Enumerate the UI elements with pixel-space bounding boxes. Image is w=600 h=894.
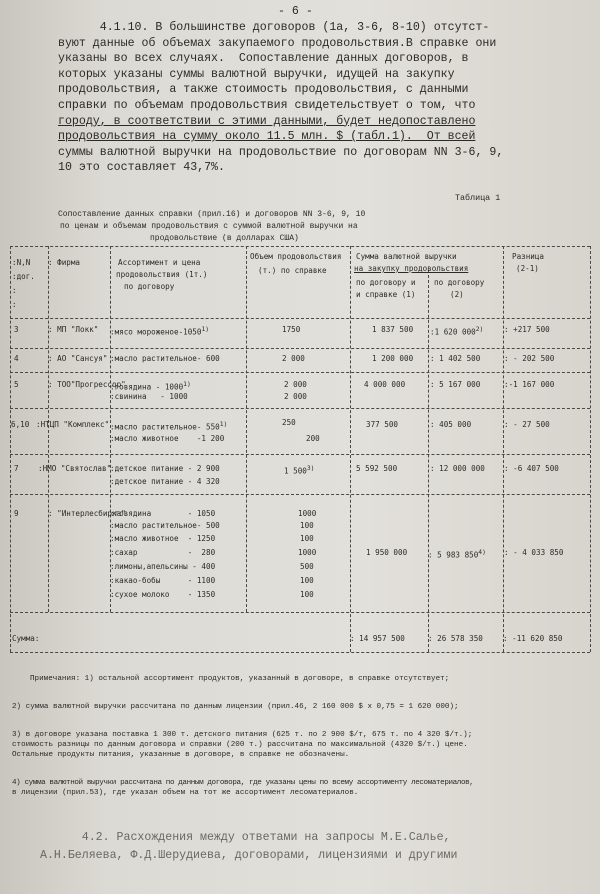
paragraph-line: суммы валютной выручки на продовольствие по договорам NN 3-6, 9, bbox=[58, 145, 504, 159]
header-assortment: по договору bbox=[124, 282, 175, 291]
row-item: :масло животное -1 200 bbox=[110, 434, 225, 443]
row-volume: 100 bbox=[300, 576, 314, 585]
table-title-line: Сопоставление данных справки (прил.16) и договоров NN 3-6, 9, 10 bbox=[58, 210, 366, 219]
row-volume: 250 bbox=[282, 418, 296, 427]
row-diff: : -6 407 500 bbox=[504, 464, 559, 473]
paragraph-line-underlined: продовольствия на сумму около 11.5 млн. $ (табл.1). От всей bbox=[58, 130, 476, 144]
row-item: :масло растительное- 600 bbox=[110, 354, 220, 363]
table-bottom-border bbox=[10, 652, 590, 653]
note-4-line: в лицензии (прил.53), где указан объем на тот же ассортимент лесоматериалов. bbox=[12, 789, 359, 797]
row-item: :говядина - 1000$^{1)}$ bbox=[110, 381, 191, 392]
note-3: 3) в договоре указана поставка 1 300 т. детского питания (625 т. по 2 900 $/т, 675 т. по 4 320 $/т.); bbox=[12, 731, 473, 739]
page-number: - 6 - bbox=[278, 5, 313, 18]
total-revenue-1: : 14 957 500 bbox=[350, 634, 405, 643]
row-firm: : АО "Сансуя" bbox=[48, 354, 108, 363]
row-diff: : - 27 500 bbox=[504, 420, 550, 429]
row-contract-number: 5 bbox=[14, 380, 19, 389]
header-num-line: : bbox=[12, 286, 17, 295]
paragraph-line: справки по объемам продовольствия свидетельствует о том, что bbox=[58, 98, 476, 112]
header-assortment: продовольствия (1т.) bbox=[116, 270, 208, 279]
row-volume: 2 000 bbox=[282, 354, 305, 363]
row-volume: 100 bbox=[300, 590, 314, 599]
table-label: Таблица 1 bbox=[455, 193, 501, 203]
row-item: :сахар - 280 bbox=[110, 548, 216, 557]
row-contract-number: 9 bbox=[14, 509, 19, 518]
col-divider bbox=[503, 246, 504, 652]
row-volume: 1750 bbox=[282, 325, 301, 334]
paragraph-line: вуют данные об объемах закупаемого продовольствия.В справке они bbox=[58, 36, 497, 50]
col-divider bbox=[246, 246, 247, 612]
row-firm: : МП "Локк" bbox=[48, 325, 99, 334]
row-revenue-2: :1 620 000$^{2)}$ bbox=[430, 326, 484, 337]
row-volume: 2 000 bbox=[284, 380, 307, 389]
header-revenue: на закупку продовольствия bbox=[354, 264, 469, 273]
header-firm: : Фирма bbox=[48, 258, 81, 267]
header-revenue-sub: по договору bbox=[434, 278, 485, 287]
note-1: Примечания: 1) остальной ассортимент продуктов, указанный в договоре, в справке отсутствует; bbox=[30, 675, 450, 683]
header-num-line: : bbox=[12, 300, 17, 309]
row-contract-number: 4 bbox=[14, 354, 19, 363]
row-volume: 100 bbox=[300, 521, 314, 530]
row-volume: 1000 bbox=[298, 509, 317, 518]
row-firm: : "Интерлесбирка" bbox=[48, 509, 126, 518]
row-item: :масло растительное- 550$^{1)}$ bbox=[110, 421, 228, 432]
row-diff: : - 202 500 bbox=[504, 354, 555, 363]
row-diff: : - 4 033 850 bbox=[504, 548, 564, 557]
note-3-line: Остальные продукты питания, указанные в договоре, в справке не обозначены. bbox=[12, 751, 350, 759]
paragraph-line: продовольствия, а также стоимость продовольствия, с данными bbox=[58, 83, 469, 97]
row-revenue-2: : 405 000 bbox=[430, 420, 472, 429]
header-revenue-sub: (2) bbox=[450, 290, 464, 299]
header-volume: Объем продовольствия bbox=[250, 252, 342, 261]
row-revenue-1: 377 500 bbox=[366, 420, 399, 429]
row-item: :мясо мороженое-1050$^{1)}$ bbox=[110, 326, 210, 337]
header-revenue: Сумма валютной выручки bbox=[356, 252, 457, 261]
note-4: 4) сумма валютной выручки рассчитана по данным договора, где указаны цены по всему ассортименту лесоматериалов, bbox=[12, 779, 474, 787]
row-volume: 1 500$^{3)}$ bbox=[284, 465, 315, 476]
row-firm: :НТЦП "Комплекс" bbox=[36, 420, 110, 429]
total-revenue-2: : 26 578 350 bbox=[428, 634, 483, 643]
row-revenue-2: : 5 983 850$^{4)}$ bbox=[428, 549, 486, 560]
row-volume: 500 bbox=[300, 562, 314, 571]
row-revenue-1: 5 592 500 bbox=[356, 464, 398, 473]
paragraph-4-1-10 bbox=[58, 20, 598, 176]
row-item: :масло животное - 1250 bbox=[110, 534, 216, 543]
paragraph-line-underlined: городу, в соответствии с этими данными, будет недопоставлено bbox=[58, 114, 476, 128]
header-diff: (2-1) bbox=[516, 264, 539, 273]
note-3-line: стоимость разницы по данным договора и справки (200 т.) рассчитана по максимальной (4320 $/т.) цене. bbox=[12, 741, 468, 749]
row-item: :сухое молоко - 1350 bbox=[110, 590, 216, 599]
row-revenue-1: 4 000 000 bbox=[364, 380, 406, 389]
header-revenue-sub: и справке (1) bbox=[356, 290, 416, 299]
note-2: 2) сумма валютной выручки рассчитана по данным лицензии (прил.46, 2 160 000 $ х 0,75 = 1 620 000); bbox=[12, 703, 459, 711]
row-item: :детское питание - 4 320 bbox=[110, 477, 220, 486]
paragraph-line: указаны во всех случаях. Сопоставление данных договоров, в bbox=[58, 52, 469, 66]
header-assortment: Ассортимент и цена bbox=[118, 258, 201, 267]
header-diff: Разница bbox=[512, 252, 545, 261]
row-item: :говядина - 1050 bbox=[110, 509, 216, 518]
header-volume: (т.) по справке bbox=[258, 266, 327, 275]
row-item: :детское питание - 2 900 bbox=[110, 464, 220, 473]
row-item: :свинина - 1000 bbox=[110, 392, 188, 401]
header-revenue-sub: по договору и bbox=[356, 278, 416, 287]
col-divider bbox=[10, 246, 11, 652]
row-contract-number: 3 bbox=[14, 325, 19, 334]
row-volume: 200 bbox=[306, 434, 320, 443]
row-volume: 2 000 bbox=[284, 392, 307, 401]
total-diff: : -11 620 850 bbox=[503, 634, 563, 643]
row-contract-number: 7 bbox=[14, 464, 19, 473]
row-revenue-2: : 1 402 500 bbox=[430, 354, 481, 363]
header-num: :N,N bbox=[12, 258, 31, 267]
row-revenue-1: 1 950 000 bbox=[366, 548, 408, 557]
row-diff: :-1 167 000 bbox=[504, 380, 555, 389]
total-label: Сумма: bbox=[12, 634, 40, 643]
row-revenue-1: 1 200 000 bbox=[372, 354, 414, 363]
row-contract-number: 6,10 bbox=[11, 420, 30, 429]
row-item: :какао-бобы - 1100 bbox=[110, 576, 216, 585]
col-divider bbox=[428, 270, 429, 652]
paragraph-line: 10 это составляет 43,7%. bbox=[58, 161, 225, 175]
paragraph-line: 4.1.10. В большинстве договоров (1а, 3-6, 8-10) отсутст- bbox=[58, 21, 490, 34]
header-num-line: :дог. bbox=[12, 272, 35, 281]
row-revenue-2: : 5 167 000 bbox=[430, 380, 481, 389]
row-diff: : +217 500 bbox=[504, 325, 550, 334]
col-divider bbox=[590, 246, 591, 652]
footer-line: 4.2. Расхождения между ответами на запросы М.Е.Салье, bbox=[40, 831, 451, 844]
paragraph-line: которых указаны суммы валютной выручки, идущей на закупку bbox=[58, 67, 455, 81]
row-volume: 1000 bbox=[298, 548, 317, 557]
row-revenue-1: 1 837 500 bbox=[372, 325, 414, 334]
table-title-line: по ценам и объемам продовольствия с суммой валютной выручки на bbox=[60, 222, 358, 231]
notes bbox=[12, 674, 592, 798]
row-item: :масло растительное- 500 bbox=[110, 521, 220, 530]
row-firm: : ТОО"Прогрессор" bbox=[48, 380, 126, 389]
row-volume: 100 bbox=[300, 534, 314, 543]
col-divider bbox=[350, 246, 351, 652]
section-4-2 bbox=[40, 830, 596, 863]
table-title bbox=[58, 209, 365, 245]
row-item: :лимоны,апельсины - 400 bbox=[110, 562, 216, 571]
row-firm: :НМО "Святослав" bbox=[38, 464, 112, 473]
row-revenue-2: : 12 000 000 bbox=[430, 464, 485, 473]
footer-line: А.Н.Беляева, Ф.Д.Шерудиева, договорами, лицензиями и другими bbox=[40, 848, 458, 862]
table-title-line: продовольствие (в долларах США) bbox=[150, 234, 299, 243]
